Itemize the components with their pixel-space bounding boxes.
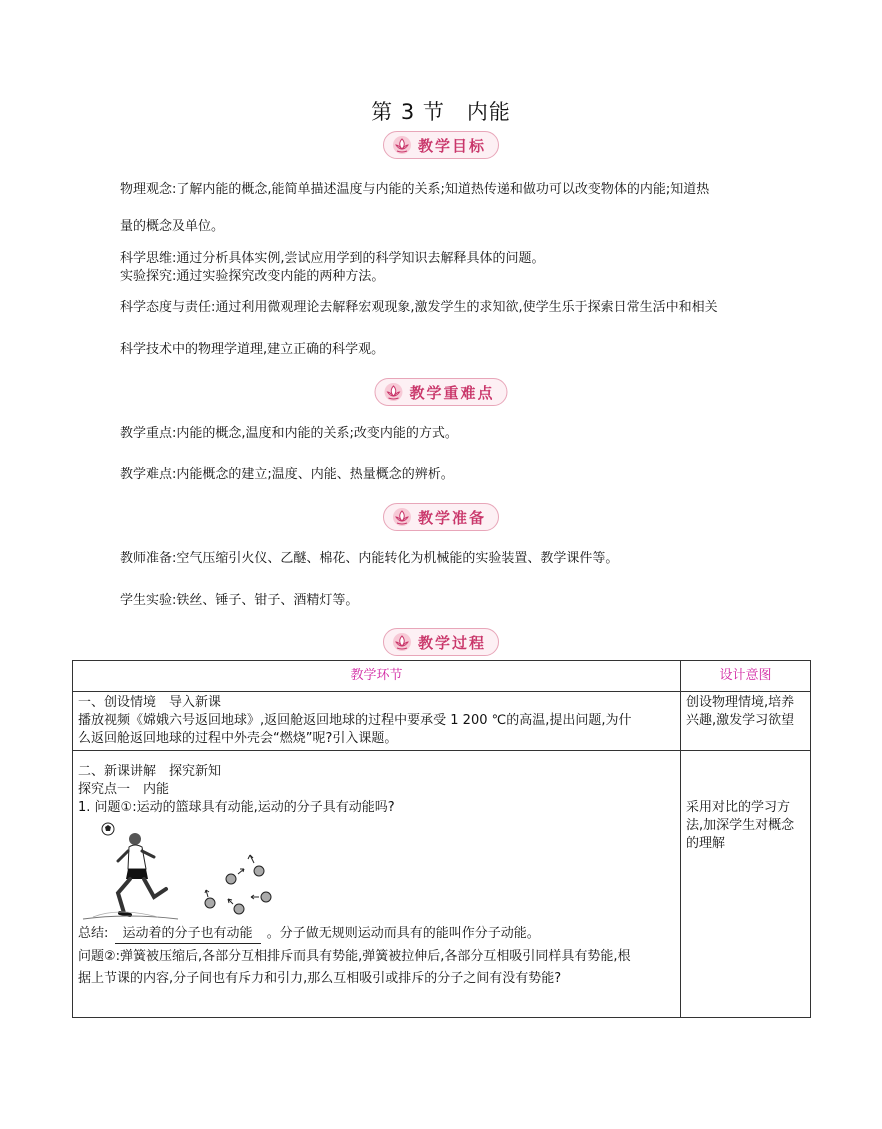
row-intent [681,751,811,1018]
objective-line: 实验探究:通过实验探究改变内能的两种方法。 [120,269,385,284]
section-title: 教学过程 [417,633,487,652]
objective-line: 量的概念及单位。 [120,219,225,234]
objective-line: 科学思维:通过分析具体实例,尝试应用学到的科学知识去解释具体的问题。 [120,251,545,266]
soccer-molecules-illustration [78,817,278,925]
summary-line [78,925,675,944]
section-badge-objectives [383,131,499,159]
summary-prefix: 总结: [78,926,109,941]
section-badge-key-points [374,378,507,406]
key-point-text: 教学重点:内能的概念,温度和内能的关系;改变内能的方式。 [120,426,458,441]
row-content [73,751,681,1018]
lotus-icon [392,507,412,527]
objective-line: 科学技术中的物理学道理,建立正确的科学观。 [120,342,385,357]
row-intent: 创设物理情境,培养兴趣,激发学习欲望 [681,692,811,751]
section-title: 教学重难点 [409,383,495,402]
table-row [73,692,811,751]
illustration [78,817,675,925]
row-text: 么返回舱返回地球的过程中外壳会“燃烧”呢?引入课题。 [78,731,398,746]
lotus-icon [392,135,412,155]
difficult-point-text: 教学难点:内能概念的建立;温度、内能、热量概念的辨析。 [120,467,454,482]
summary-answer: 运动着的分子也有动能 [115,925,261,944]
teacher-preparation: 教师准备:空气压缩引火仪、乙醚、棉花、内能转化为机械能的实验装置、教学课件等。 [120,551,619,566]
objective-line: 科学态度与责任:通过利用微观理论去解释宏观现象,激发学生的求知欲,使学生乐于探索日常生活中和相关 [120,300,718,315]
row-intent-text: 采用对比的学习方法,加深学生对概念的理解 [686,800,795,851]
lotus-icon [392,632,412,652]
lotus-icon [383,382,403,402]
section-title: 教学准备 [417,508,487,527]
student-experiment: 学生实验:铁丝、锤子、钳子、酒精灯等。 [120,593,359,608]
table-row [73,751,811,1018]
section-badge-preparation [383,503,499,531]
row-heading: 二、新课讲解 探究新知 [78,764,222,779]
header-main: 教学环节 [73,661,681,692]
process-table [72,660,811,1018]
row-text: 播放视频《嫦娥六号返回地球》,返回舱返回地球的过程中要承受 1 200 ℃的高温,提出问题,为什 [78,713,632,728]
header-side: 设计意图 [681,661,811,692]
row-heading: 一、创设情境 导入新课 [78,695,222,710]
summary-suffix: 。分子做无规则运动而具有的能叫作分子动能。 [266,926,540,941]
table-header-row [73,661,811,692]
page-title: 第 3 节 内能 [371,100,511,124]
question-one: 1. 问题①:运动的篮球具有动能,运动的分子具有动能吗? [78,800,395,815]
row-content [73,692,681,751]
row-subheading: 探究点一 内能 [78,782,170,797]
section-title: 教学目标 [417,136,487,155]
question-two: 问题②:弹簧被压缩后,各部分互相排斥而具有势能,弹簧被拉伸后,各部分互相吸引同样具有势能,根 [78,949,631,964]
question-two-cont: 据上节课的内容,分子间也有斥力和引力,那么互相吸引或排斥的分子之间有没有势能? [78,971,562,986]
objective-line: 物理观念:了解内能的概念,能简单描述温度与内能的关系;知道热传递和做功可以改变物体的内能;知道热 [120,182,710,197]
section-badge-process [383,628,499,656]
